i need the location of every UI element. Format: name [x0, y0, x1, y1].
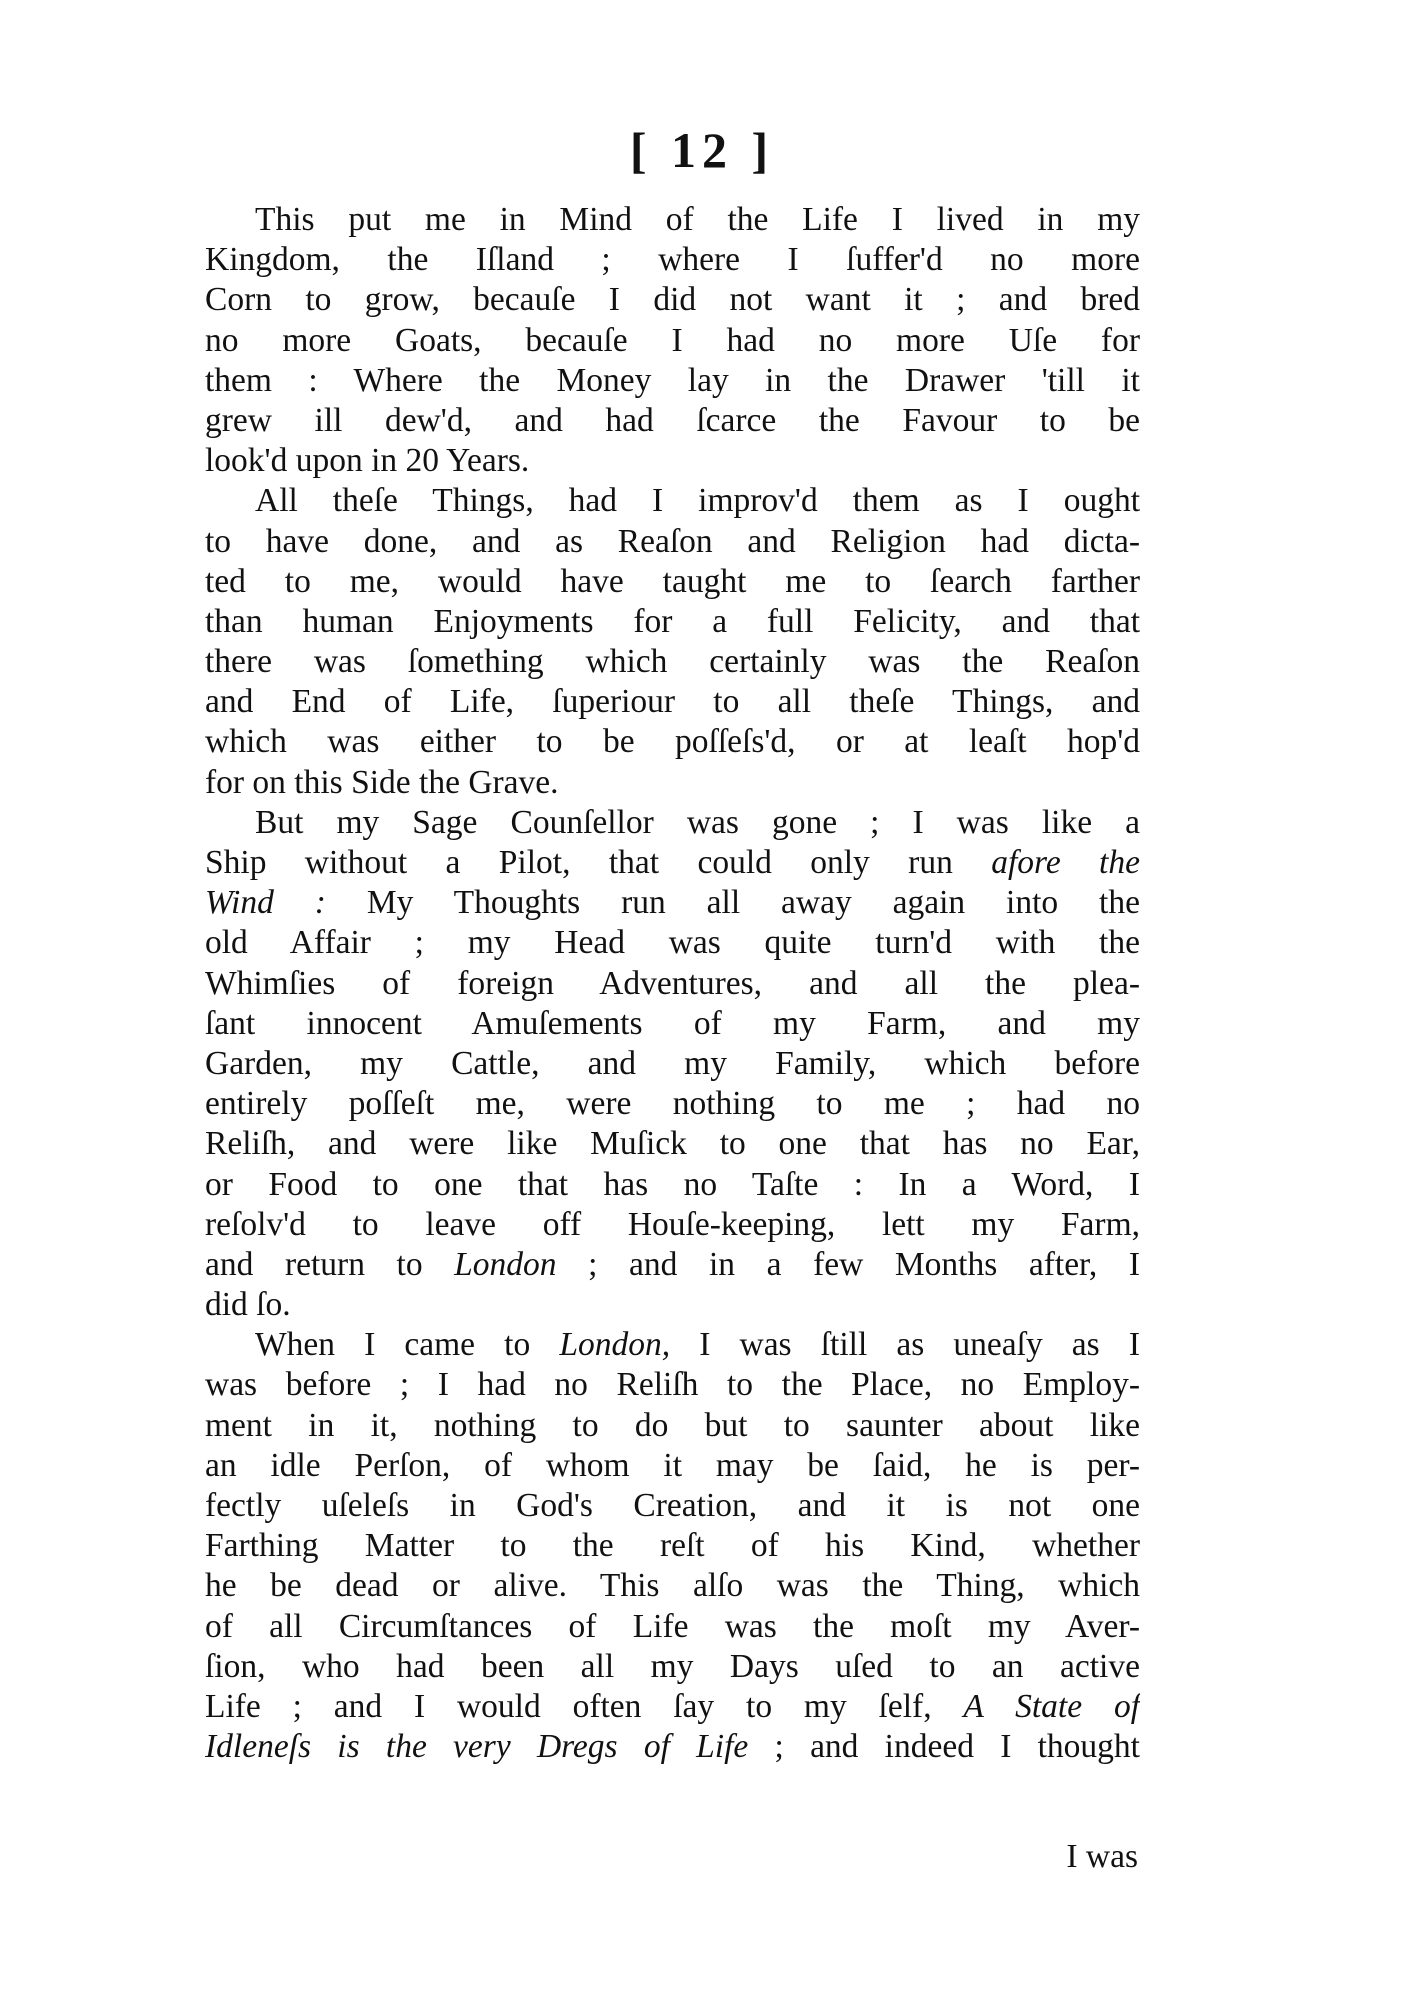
text-segment: Garden, my Cattle, and my Family, which before — [205, 1044, 1140, 1082]
text-line — [205, 401, 1140, 441]
page-number-header: [ 12 ] — [629, 122, 775, 178]
text-line — [205, 1446, 1140, 1486]
text-line — [205, 1566, 1140, 1606]
text-segment: and End of Life, ſuperiour to all theſe Things, and — [205, 683, 1140, 721]
text-line — [205, 200, 1140, 240]
text-segment: Reliſh, and were like Muſick to one that has no Ear, — [205, 1125, 1140, 1163]
text-line — [205, 1245, 1140, 1285]
text-line — [205, 1165, 1140, 1205]
text-line — [205, 1044, 1140, 1084]
text-line — [205, 1647, 1140, 1687]
text-line — [205, 1406, 1140, 1446]
text-line — [205, 481, 1140, 521]
text-line — [205, 321, 1140, 361]
text-segment: Whimſies of foreign Adventures, and all the plea- — [205, 964, 1140, 1002]
text-segment: was before ; I had no Reliſh to the Place, no Employ- — [205, 1366, 1140, 1404]
text-segment: of all Circumſtances of Life was the moſt my Aver- — [205, 1607, 1140, 1645]
italic-segment: London, — [559, 1326, 671, 1364]
text-segment: than human Enjoyments for a full Felicity, and that — [205, 602, 1140, 640]
text-line — [205, 1285, 1140, 1325]
text-segment: All theſe Things, had I improv'd them as I ought — [255, 482, 1140, 520]
text-line — [205, 1607, 1140, 1647]
text-segment: ; and indeed I thought — [748, 1728, 1140, 1766]
text-line — [205, 803, 1140, 843]
text-segment: no more Goats, becauſe I had no more Uſe for — [205, 321, 1140, 359]
text-segment: ; and in a few Months after, I — [556, 1245, 1140, 1283]
text-segment: When I came to — [255, 1326, 560, 1364]
text-segment: Life ; and I would often ſay to my ſelf, — [205, 1687, 964, 1725]
text-line — [205, 682, 1140, 722]
text-segment: and return to — [205, 1245, 455, 1283]
text-line — [205, 602, 1140, 642]
text-line — [205, 883, 1140, 923]
text-line — [205, 1687, 1140, 1727]
text-segment: he be dead or alive. This alſo was the Thing, which — [205, 1567, 1140, 1605]
text-line — [205, 1365, 1140, 1405]
italic-segment: London — [454, 1245, 557, 1283]
italic-segment: Wind : — [205, 884, 326, 922]
text-segment: for on this Side the Grave. — [205, 763, 559, 801]
text-segment: ted to me, would have taught me to ſearch farther — [205, 562, 1140, 600]
text-segment: But my Sage Counſellor was gone ; I was like a — [255, 803, 1140, 841]
text-segment: ſant innocent Amuſements of my Farm, and my — [205, 1004, 1140, 1042]
italic-segment: afore the — [991, 844, 1140, 881]
text-segment: them : Where the Money lay in the Drawer 'till it — [205, 361, 1140, 399]
text-segment: there was ſomething which certainly was the Reaſon — [205, 643, 1140, 681]
text-line — [205, 722, 1140, 762]
text-segment: to have done, and as Reaſon and Religion had dicta- — [205, 522, 1140, 560]
text-segment: which was either to be poſſeſs'd, or at leaſt hop'd — [205, 723, 1140, 761]
italic-segment: Idleneſs is the very Dregs of Life — [205, 1728, 749, 1766]
text-segment: grew ill dew'd, and had ſcarce the Favour to be — [205, 401, 1140, 439]
text-line — [205, 441, 1140, 481]
text-line — [205, 1084, 1140, 1124]
text-segment: My Thoughts run all away again into the — [325, 884, 1140, 922]
text-segment: ſion, who had been all my Days uſed to an active — [205, 1647, 1140, 1685]
text-segment: an idle Perſon, of whom it may be ſaid, he is per- — [205, 1446, 1140, 1484]
text-line — [205, 1486, 1140, 1526]
text-segment: or Food to one that has no Taſte : In a Word, I — [205, 1165, 1140, 1203]
catchword: I was — [1066, 1838, 1138, 1875]
text-line — [205, 1325, 1140, 1365]
text-line — [205, 1205, 1140, 1245]
text-segment: old Affair ; my Head was quite turn'd with the — [205, 924, 1140, 962]
text-line — [205, 964, 1140, 1004]
body-text — [205, 200, 1140, 1767]
text-line — [205, 1727, 1140, 1767]
text-line — [205, 843, 1140, 883]
text-line — [205, 562, 1140, 602]
text-line — [205, 923, 1140, 963]
text-segment: entirely poſſeſt me, were nothing to me ; had no — [205, 1085, 1140, 1123]
text-segment: did ſo. — [205, 1286, 291, 1324]
text-line — [205, 1004, 1140, 1044]
text-segment: Kingdom, the Iſland ; where I ſuffer'd no more — [205, 241, 1140, 279]
text-segment: look'd upon in 20 Years. — [205, 442, 530, 480]
text-segment: fectly uſeleſs in God's Creation, and it is not one — [205, 1487, 1140, 1524]
italic-segment: A State of — [963, 1687, 1140, 1725]
text-segment: I was ſtill as uneaſy as I — [670, 1326, 1140, 1364]
text-line — [205, 361, 1140, 401]
text-segment: This put me in Mind of the Life I lived in my — [255, 201, 1140, 238]
text-segment: Ship without a Pilot, that could only run — [205, 844, 992, 881]
text-line — [205, 763, 1140, 803]
text-segment: Corn to grow, becauſe I did not want it ; and bred — [205, 281, 1140, 319]
text-line — [205, 522, 1140, 562]
text-segment: reſolv'd to leave off Houſe-keeping, lett my Farm, — [205, 1205, 1140, 1243]
text-line — [205, 240, 1140, 280]
text-segment: Farthing Matter to the reſt of his Kind, whether — [205, 1527, 1140, 1565]
text-segment: ment in it, nothing to do but to saunter about like — [205, 1406, 1140, 1444]
text-line — [205, 280, 1140, 320]
text-line — [205, 642, 1140, 682]
text-line — [205, 1124, 1140, 1164]
text-line — [205, 1526, 1140, 1566]
